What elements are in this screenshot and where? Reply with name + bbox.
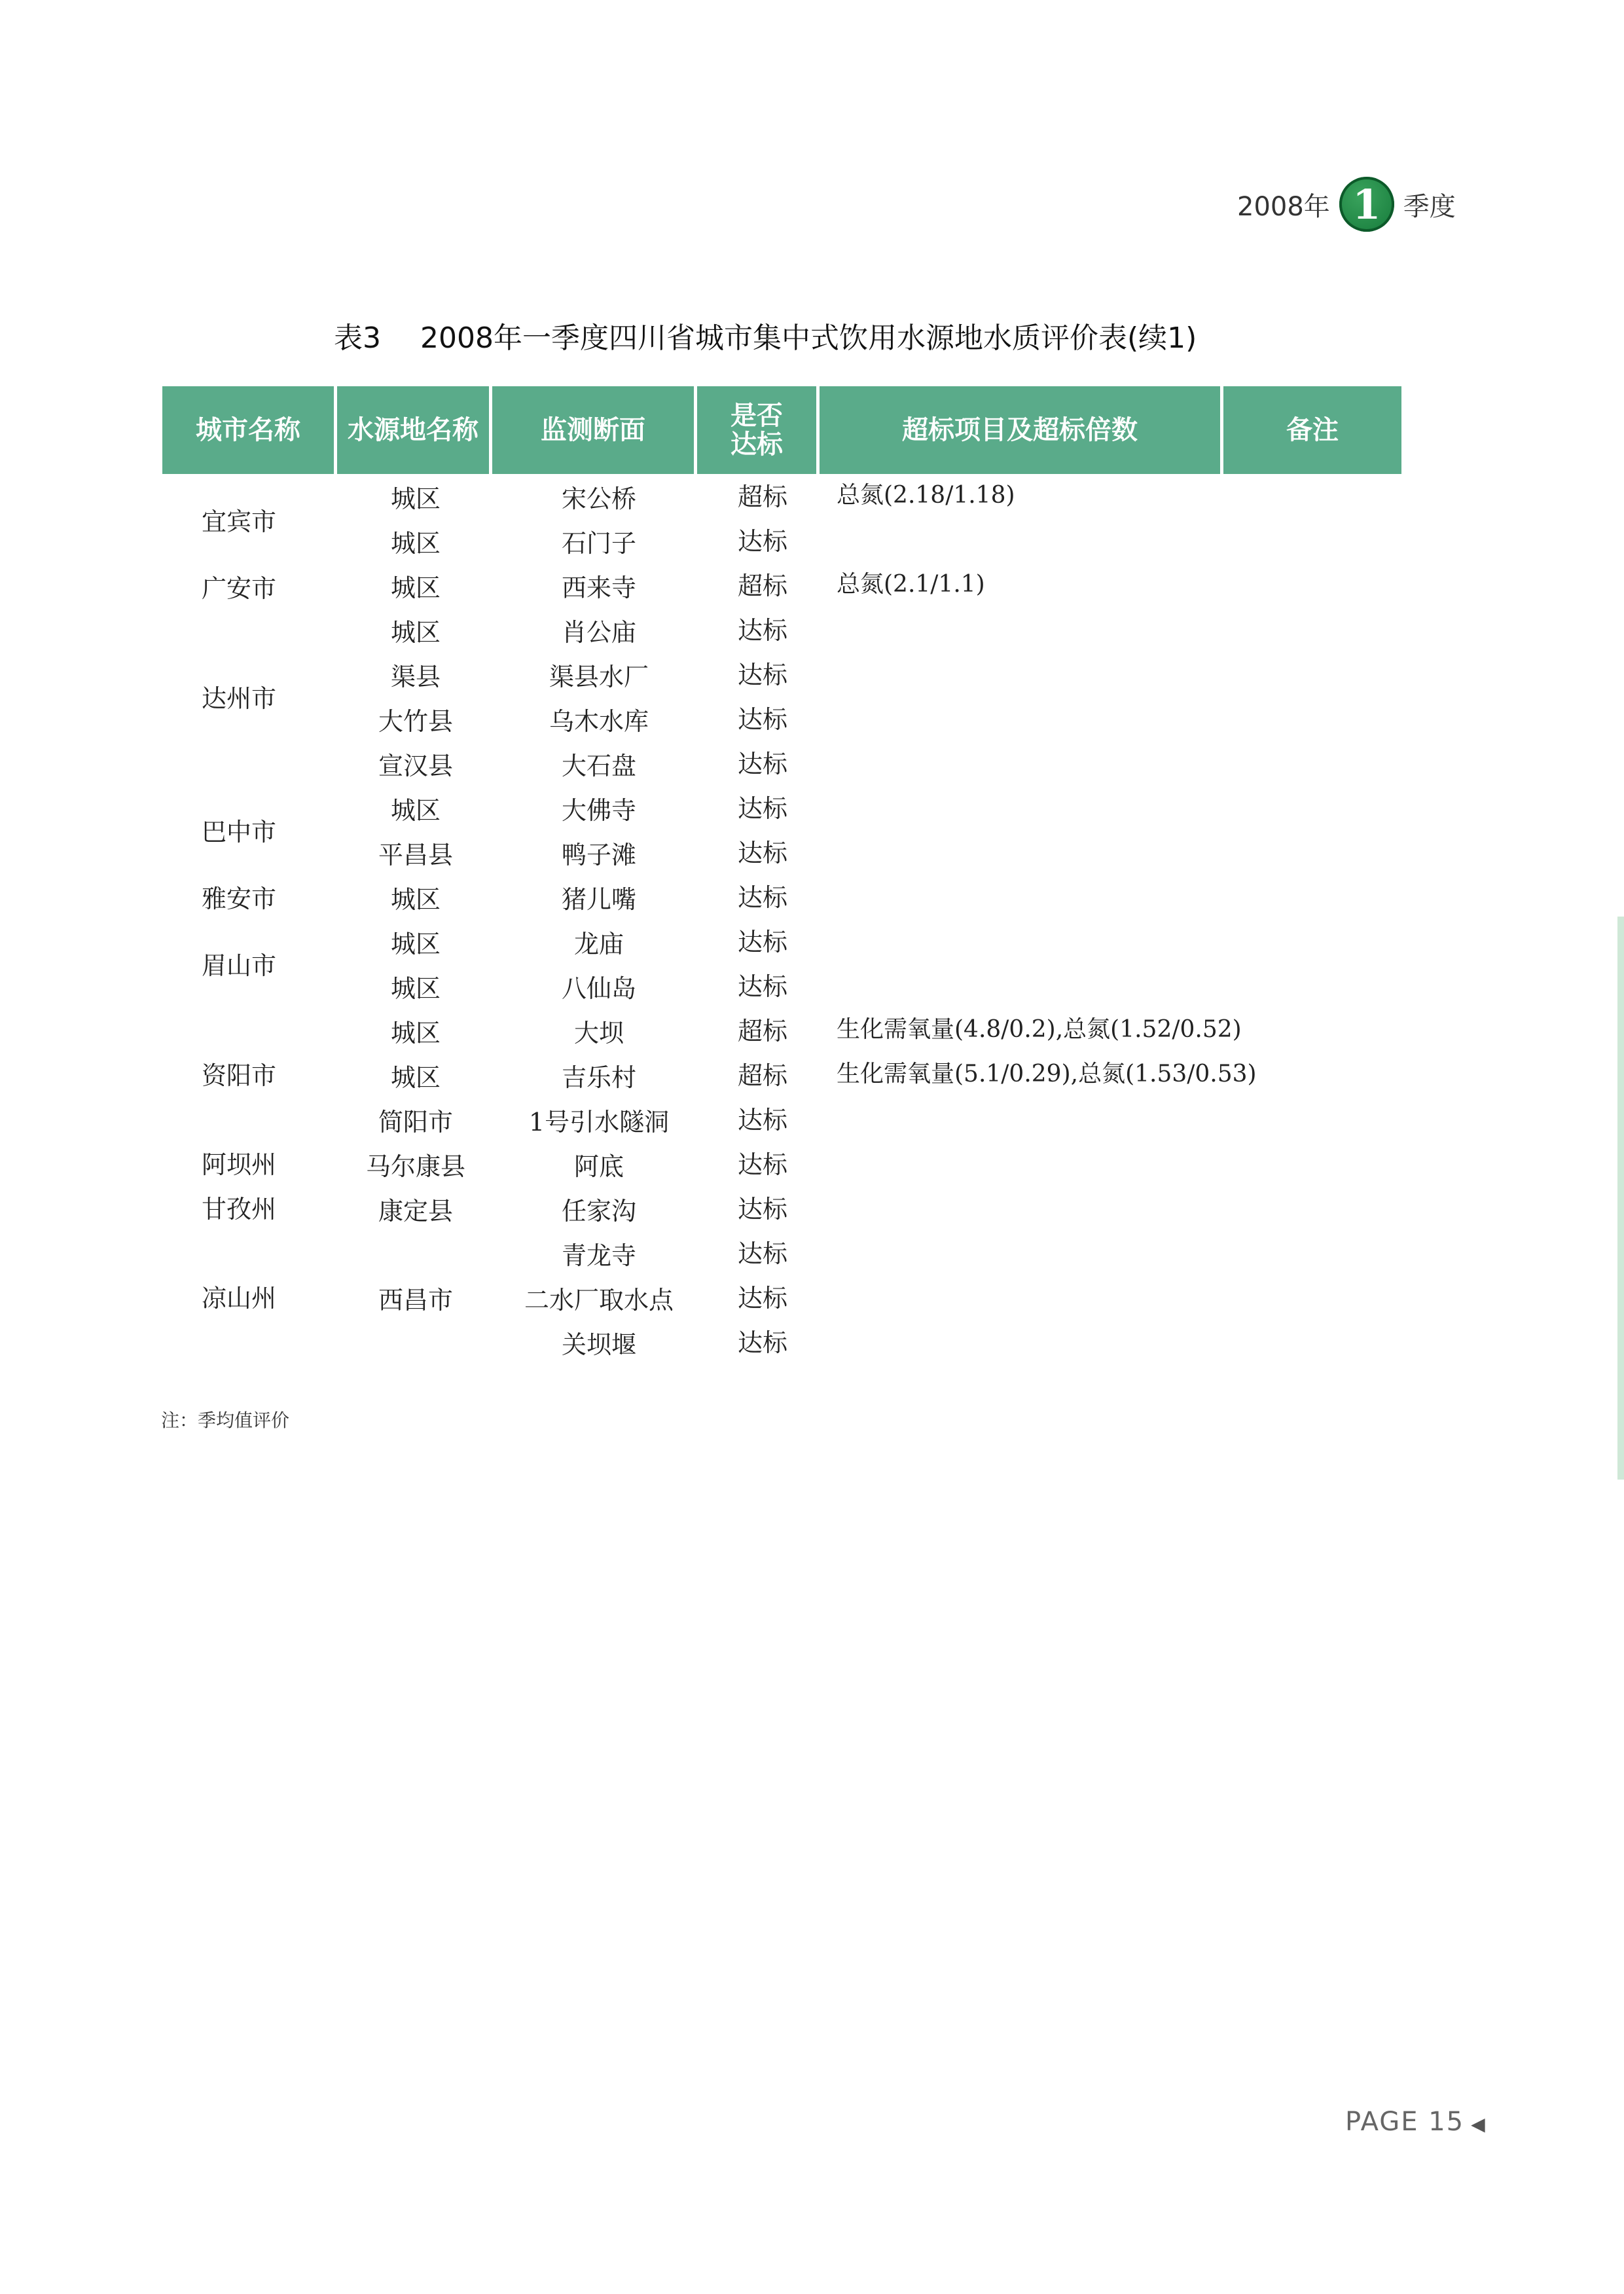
city-cell: 阿坝州: [201, 1150, 276, 1179]
table-row: [0, 1097, 1624, 1142]
table-row: [0, 652, 1624, 697]
section-cell: 关坝堰: [561, 1330, 636, 1359]
table-title-text: 2008年一季度四川省城市集中式饮用水源地水质评价表(续1): [420, 321, 1197, 355]
source-cell: 西昌市: [378, 1285, 453, 1315]
status-cell: 达标: [737, 1150, 787, 1179]
source-cell: 城区: [390, 929, 441, 958]
source-cell: 大竹县: [378, 706, 453, 736]
table-row: [0, 875, 1624, 919]
city-cell: 宜宾市: [201, 507, 276, 536]
section-cell: 龙庙: [573, 929, 624, 958]
table-row: [0, 1231, 1624, 1275]
table-row: [0, 1320, 1624, 1364]
status-cell: 达标: [737, 527, 787, 556]
table-row: [0, 608, 1624, 652]
header-exceed: 超标项目及超标倍数: [820, 386, 1220, 474]
city-cell: 甘孜州: [201, 1195, 276, 1224]
table-row: [0, 474, 1624, 519]
source-cell: 简阳市: [378, 1107, 453, 1137]
table-row: [0, 1008, 1624, 1053]
table-row: [0, 786, 1624, 830]
source-cell: 宣汉县: [378, 751, 453, 780]
section-cell: 宋公桥: [561, 484, 636, 513]
section-cell: 任家沟: [561, 1196, 636, 1226]
status-cell: 达标: [737, 1328, 787, 1357]
section-cell: 肖公庙: [561, 617, 636, 647]
status-cell: 达标: [737, 883, 787, 912]
table-header: [162, 386, 1401, 474]
source-cell: 康定县: [378, 1196, 453, 1226]
table-title: [334, 314, 1290, 356]
source-cell: 城区: [390, 974, 441, 1003]
city-cell: 达州市: [201, 684, 276, 713]
header-source: 水源地名称: [337, 386, 489, 474]
section-cell: 阿底: [573, 1152, 624, 1181]
status-cell: 达标: [737, 705, 787, 734]
table-row: [0, 741, 1624, 786]
city-cell: 广安市: [201, 574, 276, 603]
exceed-cell: 生化需氧量(4.8/0.2),总氮(1.52/0.52): [837, 1016, 1242, 1043]
city-cell: 资阳市: [201, 1061, 276, 1090]
header-quarter: 季度: [1403, 191, 1456, 222]
table-row: [0, 1053, 1624, 1097]
exceed-cell: 生化需氧量(5.1/0.29),总氮(1.53/0.53): [837, 1061, 1257, 1087]
source-cell: 城区: [390, 617, 441, 647]
table-row: [0, 964, 1624, 1008]
source-cell: 城区: [390, 484, 441, 513]
table-row: [0, 919, 1624, 964]
source-cell: 马尔康县: [365, 1152, 465, 1181]
section-cell: 石门子: [561, 528, 636, 558]
status-cell: 达标: [737, 661, 787, 689]
section-cell: 乌木水库: [549, 706, 649, 736]
source-cell: 渠县: [390, 662, 441, 691]
section-cell: 渠县水厂: [549, 662, 649, 691]
section-cell: 青龙寺: [561, 1241, 636, 1270]
header-section: 监测断面: [492, 386, 694, 474]
page-arrow-icon: ◀: [1471, 2113, 1487, 2135]
city-cell: 雅安市: [201, 884, 276, 913]
table-row: [0, 519, 1624, 563]
status-cell: 达标: [737, 750, 787, 778]
status-cell: 达标: [737, 1106, 787, 1135]
quarter-badge-icon: 1: [1339, 177, 1394, 232]
source-cell: [340, 1231, 491, 1275]
section-cell: 大石盘: [561, 751, 636, 780]
table-row: [0, 1142, 1624, 1186]
section-cell: 猪儿嘴: [561, 884, 636, 914]
status-cell: 达标: [737, 1284, 787, 1313]
status-cell: 达标: [737, 794, 787, 823]
table-row: [0, 1186, 1624, 1231]
header-remark: 备注: [1223, 386, 1401, 474]
header-compliance: [697, 386, 816, 474]
header-year: 2008年: [1237, 191, 1330, 222]
exceed-cell: 总氮(2.18/1.18): [837, 482, 1015, 509]
city-cell: 眉山市: [201, 951, 276, 980]
source-cell: 城区: [390, 884, 441, 914]
source-cell: 城区: [390, 1018, 441, 1047]
section-cell: 八仙岛: [561, 974, 636, 1003]
section-cell: 大坝: [573, 1018, 624, 1047]
section-cell: 鸭子滩: [561, 840, 636, 869]
source-cell: 城区: [390, 528, 441, 558]
status-cell: 达标: [737, 616, 787, 645]
section-cell: 二水厂取水点: [524, 1285, 674, 1315]
report-header: [1237, 177, 1456, 232]
source-cell: 城区: [390, 573, 441, 602]
table-title-label: 表3: [334, 321, 381, 355]
header-compliance-line2: 达标: [731, 429, 783, 460]
section-cell: 吉乐村: [561, 1063, 636, 1092]
status-cell: 超标: [737, 482, 787, 511]
status-cell: 达标: [737, 839, 787, 867]
city-cell: 凉山州: [201, 1284, 276, 1313]
page-label: PAGE 15: [1345, 2107, 1465, 2137]
section-cell: 1号引水隧洞: [528, 1107, 670, 1137]
status-cell: 超标: [737, 1017, 787, 1046]
source-cell: [340, 1320, 491, 1364]
status-cell: 达标: [737, 1239, 787, 1268]
table-row: [0, 697, 1624, 741]
table-row: [0, 1275, 1624, 1320]
status-cell: 达标: [737, 928, 787, 956]
source-cell: 平昌县: [378, 840, 453, 869]
header-city: 城市名称: [162, 386, 334, 474]
section-cell: 西来寺: [561, 573, 636, 602]
status-cell: 达标: [737, 972, 787, 1001]
table-row: [0, 563, 1624, 608]
header-compliance-line1: 是否: [731, 400, 783, 431]
table-note: 注：季均值评价: [161, 1410, 290, 1431]
source-cell: 城区: [390, 795, 441, 825]
section-cell: 大佛寺: [561, 795, 636, 825]
table-row: [0, 830, 1624, 875]
status-cell: 达标: [737, 1195, 787, 1224]
exceed-cell: 总氮(2.1/1.1): [837, 571, 985, 598]
source-cell: 城区: [390, 1063, 441, 1092]
page-number: [1345, 2107, 1487, 2137]
status-cell: 超标: [737, 1061, 787, 1090]
status-cell: 超标: [737, 572, 787, 600]
city-cell: 巴中市: [201, 818, 276, 847]
